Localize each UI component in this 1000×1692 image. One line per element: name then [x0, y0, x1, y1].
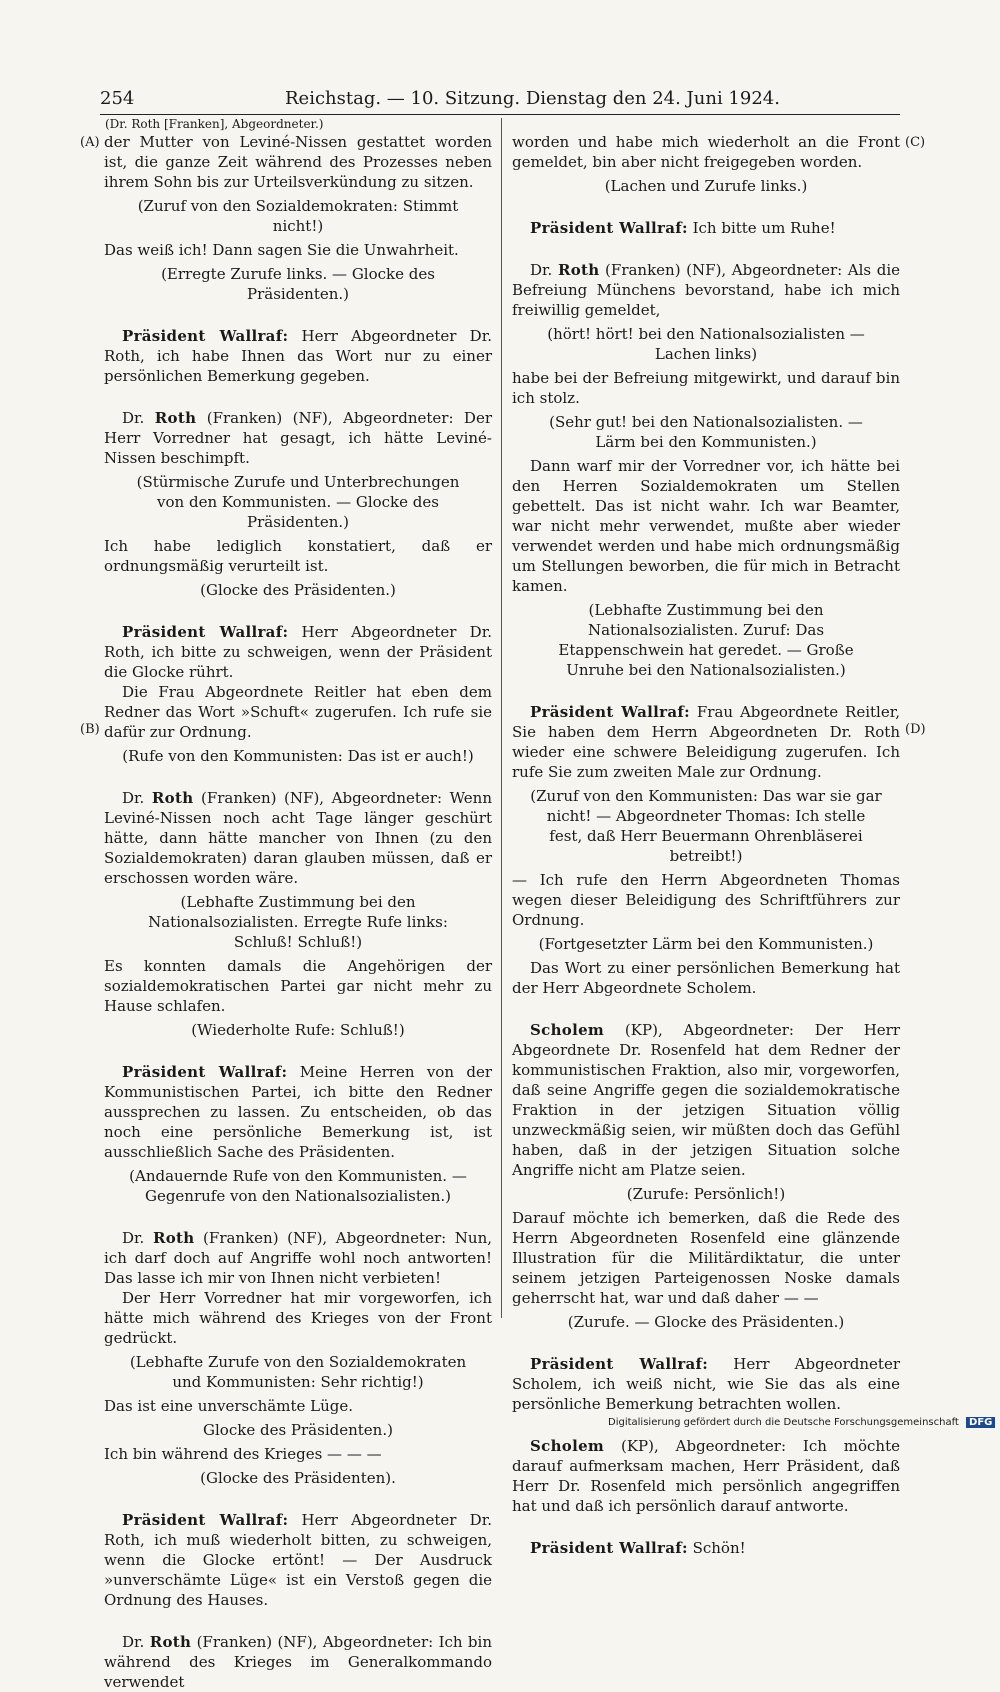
paragraph: worden und habe mich wiederholt an die Front gemeldet, bin aber nicht freigegeben worden. — [512, 133, 900, 171]
speech-paragraph — [512, 1538, 900, 1558]
speech-text: (Franken) (NF), Abgeordneter: Der Herr Vorredner hat gesagt, ich hätte Leviné-Nissen beschimpft. — [104, 409, 493, 467]
margin-mark-b: (B) — [80, 722, 100, 737]
speaker-name: Präsident Wallraf: — [122, 327, 289, 345]
running-speaker: (Dr. Roth [Franken], Abgeordneter.) — [105, 117, 324, 131]
interjection: (Wiederholte Rufe: Schluß!) — [191, 1021, 405, 1039]
speech-text: Herr Abgeordneter Dr. Roth, ich habe Ihnen das Wort nur zu einer persönlichen Bemerkung gegeben. — [104, 327, 492, 385]
interjection: (Lebhafte Zustimmung bei den Nationalsozialisten. Zuruf: Das Etappenschwein hat geredet. — Große Unruhe bei den Nationalsozialisten.) — [558, 601, 854, 679]
interjection: (Sehr gut! bei den Nationalsozialisten. — Lärm bei den Kommunisten.) — [549, 413, 863, 451]
speaker-name: Präsident Wallraf: — [122, 1063, 288, 1081]
interjection: (Zurufe: Persönlich!) — [626, 1185, 786, 1203]
speech-paragraph — [512, 1354, 900, 1414]
speaker-name: Roth — [149, 1633, 192, 1651]
interjection: (Zuruf von den Kommunisten: Das war sie gar nicht! — Abgeordneter Thomas: Ich stelle fest, daß Herr Beuermann Ohrenbläserei betreibt!) — [530, 787, 882, 865]
speaker-title: Dr. — [122, 1633, 150, 1651]
interjection: (Lebhafte Zurufe von den Sozialdemokraten und Kommunisten: Sehr richtig!) — [129, 1353, 467, 1391]
speech-paragraph — [512, 1436, 900, 1516]
paragraph: habe bei der Befreiung mitgewirkt, und darauf bin ich stolz. — [512, 369, 900, 407]
speaker-name: Präsident Wallraf: — [530, 1539, 688, 1557]
page-header — [100, 88, 900, 115]
paragraph: Die Frau Abgeordnete Reitler hat eben dem Redner das Wort »Schuft« zugerufen. Ich rufe sie dafür zur Ordnung. — [104, 683, 492, 741]
left-column — [104, 132, 492, 1692]
speech-text: Ich bitte um Ruhe! — [687, 219, 836, 237]
speech-paragraph — [104, 1228, 492, 1288]
speaker-name: Präsident Wallraf: — [122, 1511, 289, 1529]
speech-paragraph — [104, 622, 492, 682]
interjection: (Erregte Zurufe links. — Glocke des Präsidenten.) — [161, 265, 435, 303]
speaker-name: Roth — [154, 409, 197, 427]
speech-paragraph — [104, 1062, 492, 1162]
margin-mark-a: (A) — [80, 135, 100, 150]
speech-text: Meine Herren von der Kommunistischen Partei, ich bitte den Redner aussprechen zu lassen. Zu entscheiden, ob das noch eine persönliche Bemerkung ist, ist ausschließlich Sache des Präsidenten. — [104, 1063, 492, 1161]
speech-paragraph — [104, 1632, 492, 1692]
speech-paragraph — [104, 326, 492, 386]
speech-paragraph — [104, 788, 492, 888]
speech-paragraph — [512, 218, 900, 238]
paragraph: der Mutter von Leviné-Nissen gestattet worden ist, die ganze Zeit während des Prozesses neben ihrem Sohn bis zur Urteilsverkündung zu sitzen. — [104, 133, 492, 191]
speaker-title: Dr. — [122, 1229, 153, 1247]
speech-text: Schön! — [687, 1539, 746, 1557]
speech-text: (KP), Abgeordneter: Ich möchte darauf aufmerksam machen, Herr Präsident, daß Herr Dr. Rosenfeld mich persönlich angegriffen hat und daß ich persönlich darauf antworte. — [512, 1437, 900, 1515]
speaker-title: Dr. — [122, 409, 155, 427]
interjection: (Glocke des Präsidenten.) — [200, 581, 396, 599]
paragraph: Das weiß ich! Dann sagen Sie die Unwahrheit. — [104, 241, 459, 259]
paragraph: — Ich rufe den Herrn Abgeordneten Thomas wegen dieser Beleidigung des Schriftführers zur Ordnung. — [512, 871, 900, 929]
paragraph: Ich habe lediglich konstatiert, daß er ordnungsmäßig verurteilt ist. — [104, 537, 492, 575]
speech-text: (Franken) (NF), Abgeordneter: Nun, ich darf doch auf Angriffe wohl noch antworten! Das lasse ich mir von Ihnen nicht verbieten! — [104, 1229, 493, 1287]
speaker-name: Präsident Wallraf: — [530, 219, 688, 237]
speech-text: Herr Abgeordneter Dr. Roth, ich muß wiederholt bitten, zu schweigen, wenn die Glocke ertönt! — Der Ausdruck »unverschämte Lüge« ist ein Verstoß gegen die Ordnung des Hauses. — [104, 1511, 492, 1609]
interjection: (hört! hört! bei den Nationalsozialisten — Lachen links) — [547, 325, 865, 363]
speaker-name: Roth — [557, 261, 600, 279]
speech-text: (Franken) (NF), Abgeordneter: Als die Befreiung Münchens bevorstand, habe ich mich freiwillig gemeldet, — [512, 261, 900, 319]
speaker-name: Roth — [151, 789, 194, 807]
column-rule — [501, 118, 502, 1318]
interjection: (Fortgesetzter Lärm bei den Kommunisten.) — [538, 935, 874, 953]
speech-paragraph — [512, 702, 900, 782]
paragraph: Das ist eine unverschämte Lüge. — [104, 1397, 354, 1415]
speaker-name: Scholem — [530, 1437, 605, 1455]
speaker-name: Präsident Wallraf: — [122, 623, 289, 641]
speech-text: Herr Abgeordneter Dr. Roth, ich bitte zu schweigen, wenn der Präsident die Glocke rührt. — [104, 623, 492, 681]
paragraph: Das Wort zu einer persönlichen Bemerkung hat der Herr Abgeordnete Scholem. — [512, 959, 900, 997]
interjection: (Zuruf von den Sozialdemokraten: Stimmt nicht!) — [137, 197, 459, 235]
paragraph: Es konnten damals die Angehörigen der sozialdemokratischen Partei gar nicht mehr zu Hause schlafen. — [104, 957, 492, 1015]
page-number: 254 — [100, 88, 135, 109]
footer — [608, 1417, 995, 1428]
speech-text: Frau Abgeordnete Reitler, Sie haben dem Herrn Abgeordneten Dr. Roth wieder eine schwere Beleidigung zugerufen. Ich rufe Sie zum zweiten Male zur Ordnung. — [512, 703, 900, 781]
speaker-name: Präsident Wallraf: — [530, 703, 690, 721]
paragraph: Dann warf mir der Vorredner vor, ich hätte bei den Herren Sozialdemokraten um Stellen gebettelt. Das ist nicht wahr. Ich war Beamter, war nicht mehr verwendet, mußte aber wieder verwendet werden und habe mich ordnungsmäßig um Stellungen beworben, die für mich in Betracht kamen. — [512, 457, 900, 595]
speaker-title: Dr. — [530, 261, 558, 279]
margin-mark-d: (D) — [905, 722, 926, 737]
speech-text: Herr Abgeordneter Scholem, ich weiß nicht, wie Sie das als eine persönliche Bemerkung betrachten wollen. — [512, 1355, 900, 1413]
paragraph: Der Herr Vorredner hat mir vorgeworfen, ich hätte mich während des Krieges von der Front gedrückt. — [104, 1289, 492, 1347]
speaker-name: Scholem — [530, 1021, 605, 1039]
speaker-name: Roth — [152, 1229, 195, 1247]
speech-paragraph — [104, 408, 492, 468]
interjection: (Andauernde Rufe von den Kommunisten. — Gegenrufe von den Nationalsozialisten.) — [129, 1167, 467, 1205]
right-column — [512, 132, 900, 1558]
speech-paragraph — [104, 1510, 492, 1610]
speech-text: (Franken) (NF), Abgeordneter: Ich bin während des Krieges im Generalkommando verwendet — [104, 1633, 492, 1691]
speech-text: (KP), Abgeordneter: Der Herr Abgeordnete Dr. Rosenfeld hat dem Redner der kommunistischen Fraktion, also mir, vorgeworfen, daß seine Angriffe gegen die sozialdemokratische Fraktion in der jetzigen Situation völlig unzweckmäßig seien, wir müßten doch das Gefühl haben, daß in der jetzigen Situation solche Angriffe nicht am Platze seien. — [512, 1021, 900, 1179]
margin-mark-c: (C) — [905, 135, 926, 150]
speech-paragraph — [512, 1020, 900, 1180]
footer-text: Digitalisierung gefördert durch die Deutsche Forschungsgemeinschaft — [608, 1417, 959, 1428]
speech-text: (Franken) (NF), Abgeordneter: Wenn Leviné-Nissen noch acht Tage länger geschürt hätte, dann hätte mancher von Ihnen (zu den Sozialdemokraten) daran glauben müssen, daß er erschossen worden wäre. — [104, 789, 492, 887]
interjection: (Zurufe. — Glocke des Präsidenten.) — [567, 1313, 845, 1331]
paragraph: Ich bin während des Krieges — — — — [104, 1445, 382, 1463]
paragraph: Darauf möchte ich bemerken, daß die Rede des Herrn Abgeordneten Rosenfeld eine glänzende Illustration für die Militärdiktatur, die unter seinem jetzigen Parteigenossen Noske damals geherrscht hat, war und daß daher — — — [512, 1209, 900, 1307]
interjection: (Lachen und Zurufe links.) — [604, 177, 808, 195]
interjection: (Rufe von den Kommunisten: Das ist er auch!) — [122, 747, 474, 765]
speech-paragraph — [512, 260, 900, 320]
interjection: (Lebhafte Zustimmung bei den Nationalsozialisten. Erregte Rufe links: Schluß! Schluß!) — [148, 893, 448, 951]
speaker-name: Präsident Wallraf: — [530, 1355, 709, 1373]
speaker-title: Dr. — [122, 789, 152, 807]
dfg-logo: DFG — [966, 1417, 995, 1428]
interjection: Glocke des Präsidenten.) — [203, 1421, 393, 1439]
interjection: (Glocke des Präsidenten). — [200, 1469, 396, 1487]
running-title: Reichstag. — 10. Sitzung. Dienstag den 24. Juni 1924. — [285, 88, 780, 109]
interjection: (Stürmische Zurufe und Unterbrechungen von den Kommunisten. — Glocke des Präsidenten.) — [136, 473, 460, 531]
